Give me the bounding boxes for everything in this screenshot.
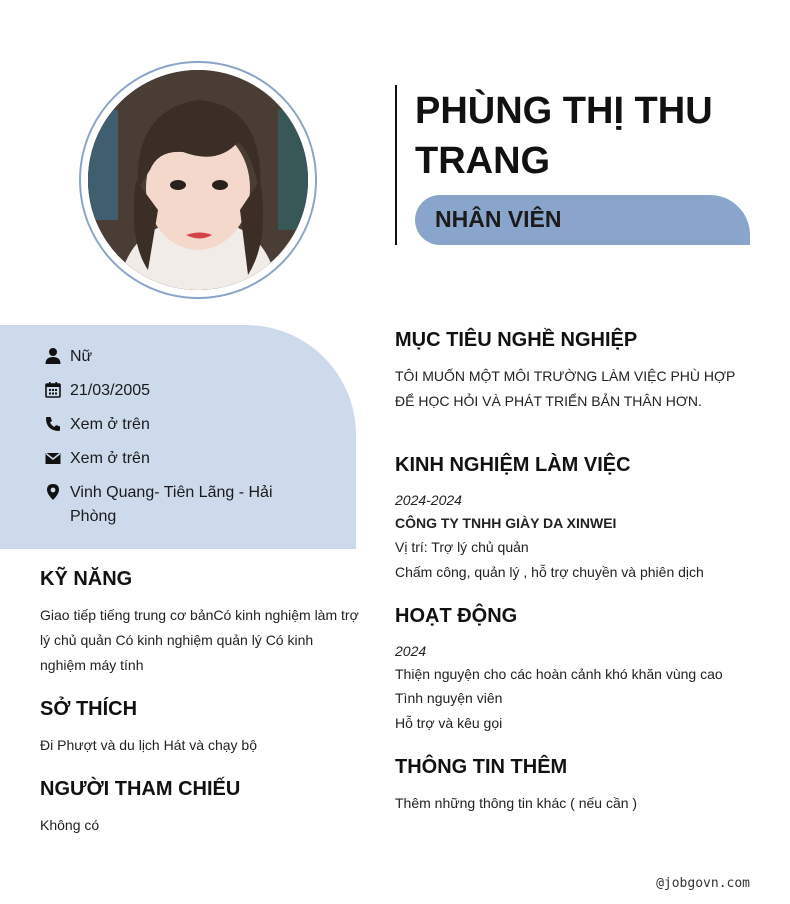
job-title-badge	[415, 195, 750, 245]
activity-item: Thiện nguyện cho các hoàn cảnh khó khăn vùng cao	[395, 666, 723, 682]
experience-period: 2024-2024	[395, 492, 462, 508]
activities-heading: HOẠT ĐỘNG	[395, 605, 518, 627]
avatar	[88, 70, 308, 290]
references-text: Không có	[40, 817, 100, 833]
hobbies-heading: SỞ THÍCH	[40, 698, 138, 720]
birthday-value: 21/03/2005	[70, 382, 151, 399]
phone-icon	[44, 415, 62, 433]
extra-heading: THÔNG TIN THÊM	[395, 756, 568, 778]
contact-email	[44, 447, 300, 471]
hobbies-text: Đi Phượt và du lịch Hát và chạy bộ	[40, 737, 257, 753]
mail-icon	[44, 449, 62, 467]
location-pin-icon	[44, 483, 62, 501]
job-title: NHÂN VIÊN	[435, 206, 562, 232]
candidate-name: PHÙNG THỊ THU TRANG	[415, 90, 713, 182]
extra-text: Thêm những thông tin khác ( nếu cần )	[395, 795, 638, 811]
objective-heading: MỤC TIÊU NGHỀ NGHIỆP	[395, 329, 638, 351]
calendar-icon	[44, 381, 62, 399]
skills-heading: KỸ NĂNG	[40, 568, 133, 590]
activity-item: Hỗ trợ và kêu gọi	[395, 715, 503, 731]
email-value: Xem ở trên	[70, 450, 150, 467]
skills-text: Giao tiếp tiếng trung cơ bảnCó kinh nghiệm làm trợ lý chủ quản Có kinh nghiệm quản lý Có kinh nghiệm máy tính	[40, 607, 359, 673]
objective-text: TÔI MUỐN MỘT MÔI TRƯỜNG LÀM VIỆC PHÙ HỢP ĐỂ HỌC HỎI VÀ PHÁT TRIỂN BẢN THÂN HƠN.	[395, 368, 736, 409]
experience-duties: Chấm công, quản lý , hỗ trợ chuyền và phiên dịch	[395, 564, 704, 580]
contact-address	[44, 481, 300, 529]
experience-heading: KINH NGHIỆM LÀM VIỆC	[395, 454, 631, 476]
references-heading: NGƯỜI THAM CHIẾU	[40, 778, 241, 800]
experience-position: Vị trí: Trợ lý chủ quản	[395, 539, 529, 555]
contact-phone	[44, 413, 300, 437]
experience-company: CÔNG TY TNHH GIÀY DA XINWEI	[395, 515, 617, 531]
activity-item: Tình nguyện viên	[395, 690, 503, 706]
address-value: Vinh Quang- Tiên Lãng - Hải Phòng	[70, 484, 273, 525]
contact-birthday	[44, 379, 300, 403]
name-divider	[395, 85, 397, 245]
activities-year: 2024	[395, 643, 427, 659]
avatar-portrait	[88, 70, 308, 290]
contact-gender	[44, 345, 300, 369]
gender-value: Nữ	[70, 348, 93, 365]
user-icon	[44, 347, 62, 365]
footer-watermark: @jobgovn.com	[656, 876, 750, 891]
phone-value: Xem ở trên	[70, 416, 150, 433]
